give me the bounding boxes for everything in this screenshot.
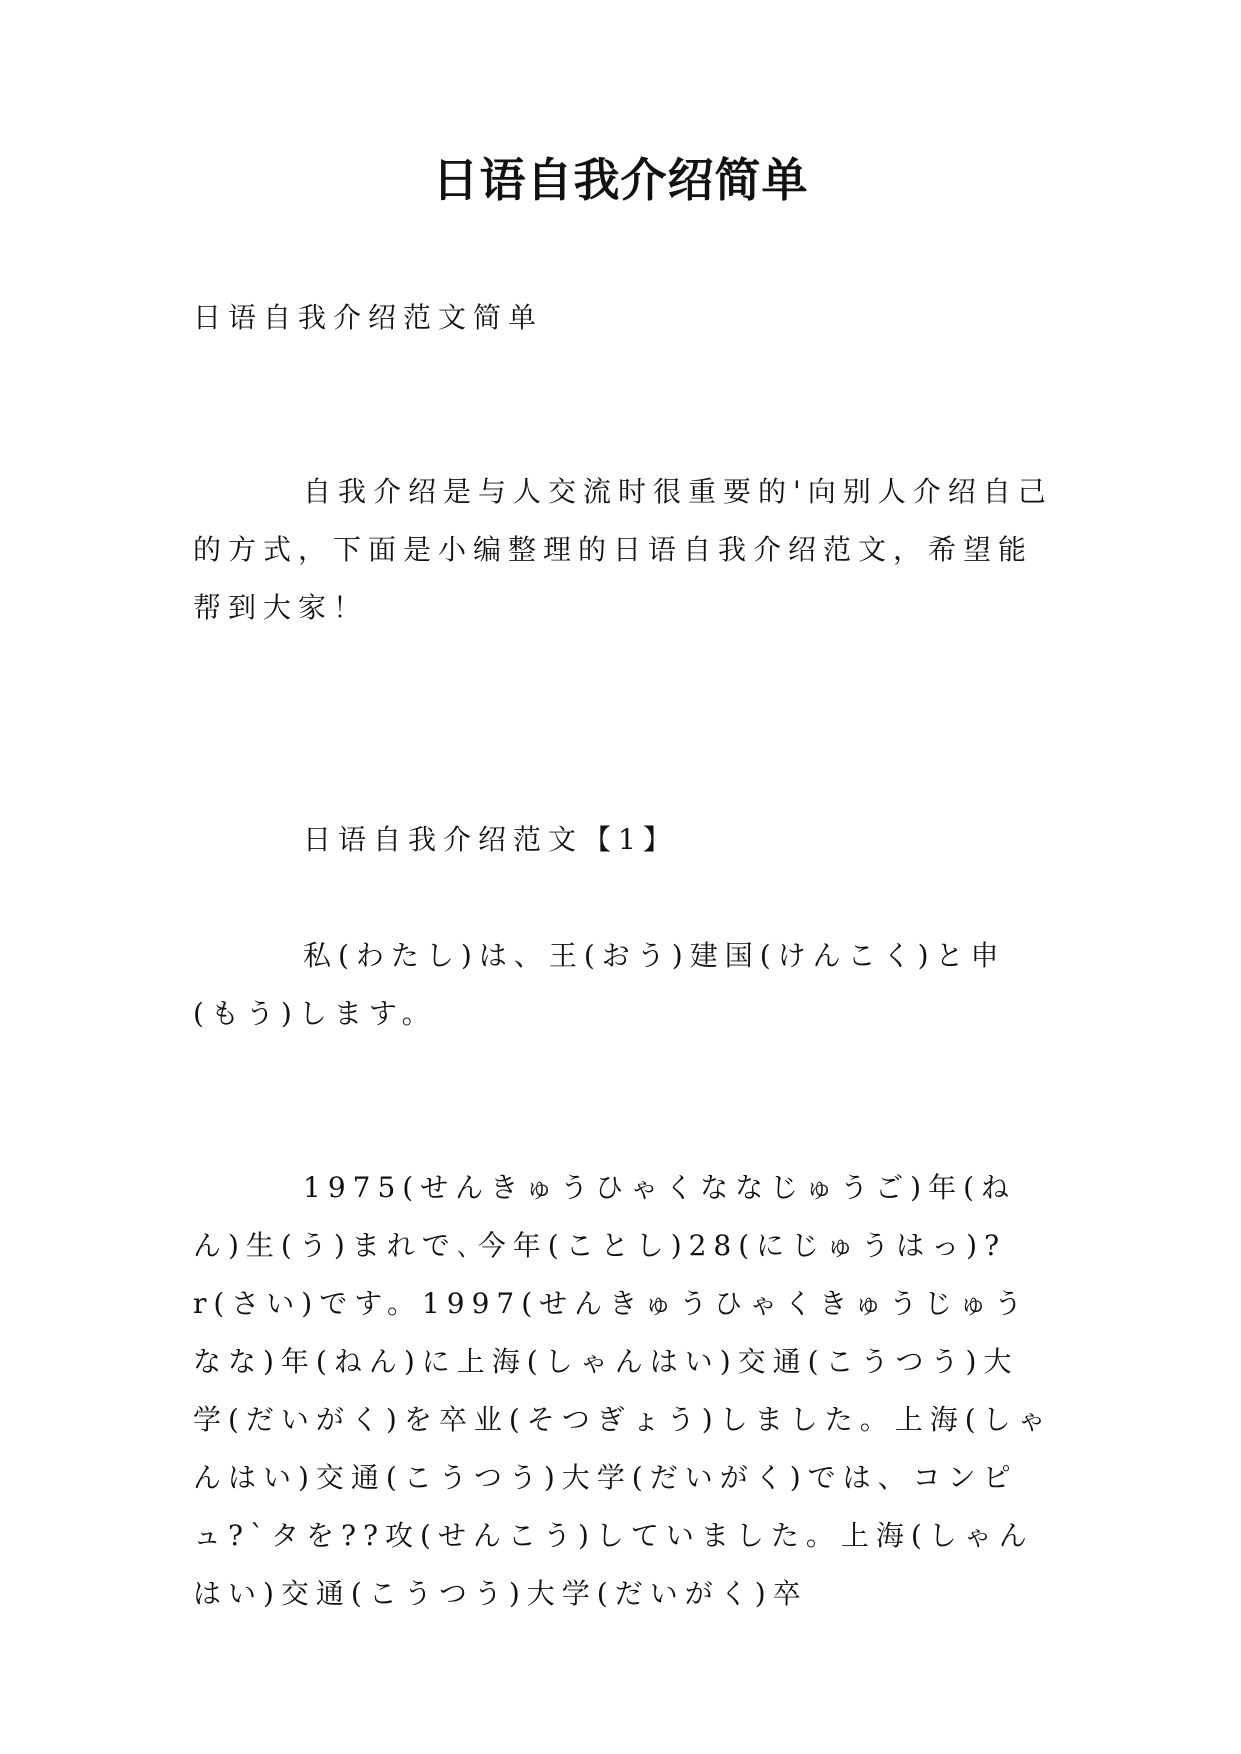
biography-paragraph: 1975(せんきゅうひゃくななじゅうご)年(ねん)生(う)まれで､今年(ことし)28(にじゅうはっ)?r(さい)です。1997(せんきゅうひゃくきゅうじゅうなな)年(ねん)に上海(しゃんはい)交通(こうつう)大学(だいがく)を卒业(そつぎょう)しました。上海(しゃんはい)交通(こうつう)大学(だいがく)では、コンピュ?`タを??攻(せんこう)していました。上海(しゃんはい)交通(こうつう)大学(だいがく)卒 bbox=[193, 1171, 1053, 1610]
self-intro-paragraph: 私(わたし)は、王(おう)建国(けんこく)と申(もう)します。 bbox=[193, 939, 1006, 1030]
page-title: 日语自我介绍简单 bbox=[432, 153, 809, 207]
intro-paragraph: 自我介绍是与人交流时很重要的'向别人介绍自己的方式，下面是小编整理的日语自我介绍范文，希望能帮到大家！ bbox=[193, 475, 1053, 624]
section-heading-1: 日语自我介绍范文【1】 bbox=[303, 823, 678, 856]
document-subtitle: 日语自我介绍范文简单 bbox=[193, 301, 544, 334]
